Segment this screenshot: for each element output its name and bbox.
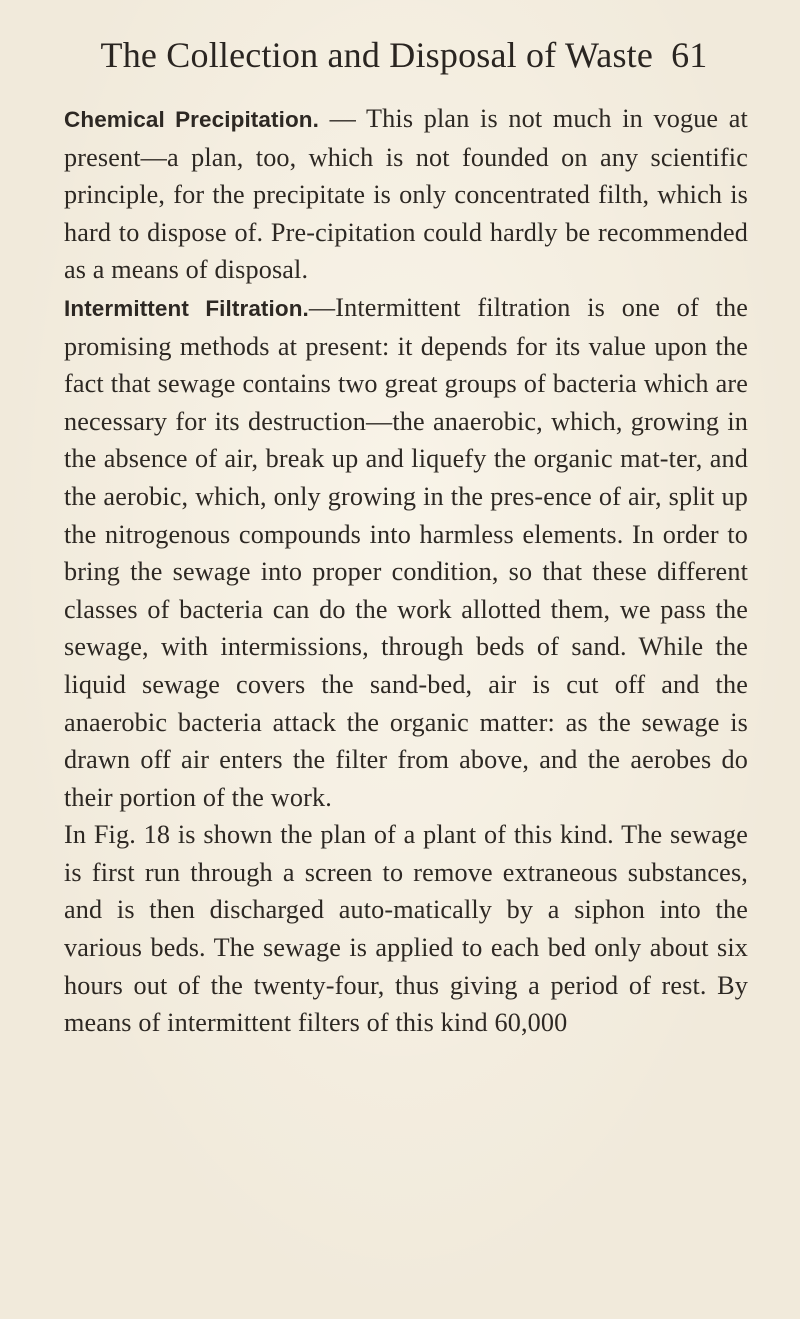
body-text <box>64 100 748 1042</box>
paragraph-text: — This plan is not much in vogue at present—a plan, too, which is not founded on any scientific principle, for the precipitate is only concentrated filth, which is hard to dispose of. Pre-cipitation could hardly be recommended as a means of disposal. <box>64 104 748 285</box>
running-head-title: The Collection and Disposal of Waste <box>100 35 654 75</box>
paragraph-chemical-precipitation <box>64 100 748 289</box>
paragraph-heading: Intermittent Filtration. <box>64 295 309 321</box>
paragraph-text: In Fig. 18 is shown the plan of a plant of this kind. The sewage is first run through a screen to remove extraneous substances, and is then discharged auto-matically by a siphon into the various beds. The sewage is applied to each bed only about six hours out of the twenty-four, thus giving a period of rest. By means of intermittent filters of this kind 60,000 <box>64 820 748 1038</box>
paragraph-intermittent-filtration <box>64 289 748 816</box>
running-head <box>64 34 744 82</box>
paragraph-heading: Chemical Precipitation. <box>64 107 319 132</box>
paragraph-text: —Intermittent filtration is one of the promising methods at present: it depends for its value upon the fact that sewage contains two great groups of bacteria which are necessary for its destruction—the anaerobic, which, growing in the absence of air, break up and liquefy the organic mat-ter, and the aerobic, which, only growing in the pres-ence of air, split up the nitrogenous compounds into harmless elements. In order to bring the sewage into proper condition, so that these different classes of bacteria can do the work allotted them, we pass the sewage, with intermissions, through beds of sand. While the liquid sewage covers the sand-bed, air is cut off and the anaerobic bacteria attack the organic matter: as the sewage is drawn off air enters the filter from above, and the aerobes do their portion of the work. <box>64 292 748 812</box>
page-number: 61 <box>671 35 708 75</box>
paragraph-fig-18 <box>64 816 748 1042</box>
